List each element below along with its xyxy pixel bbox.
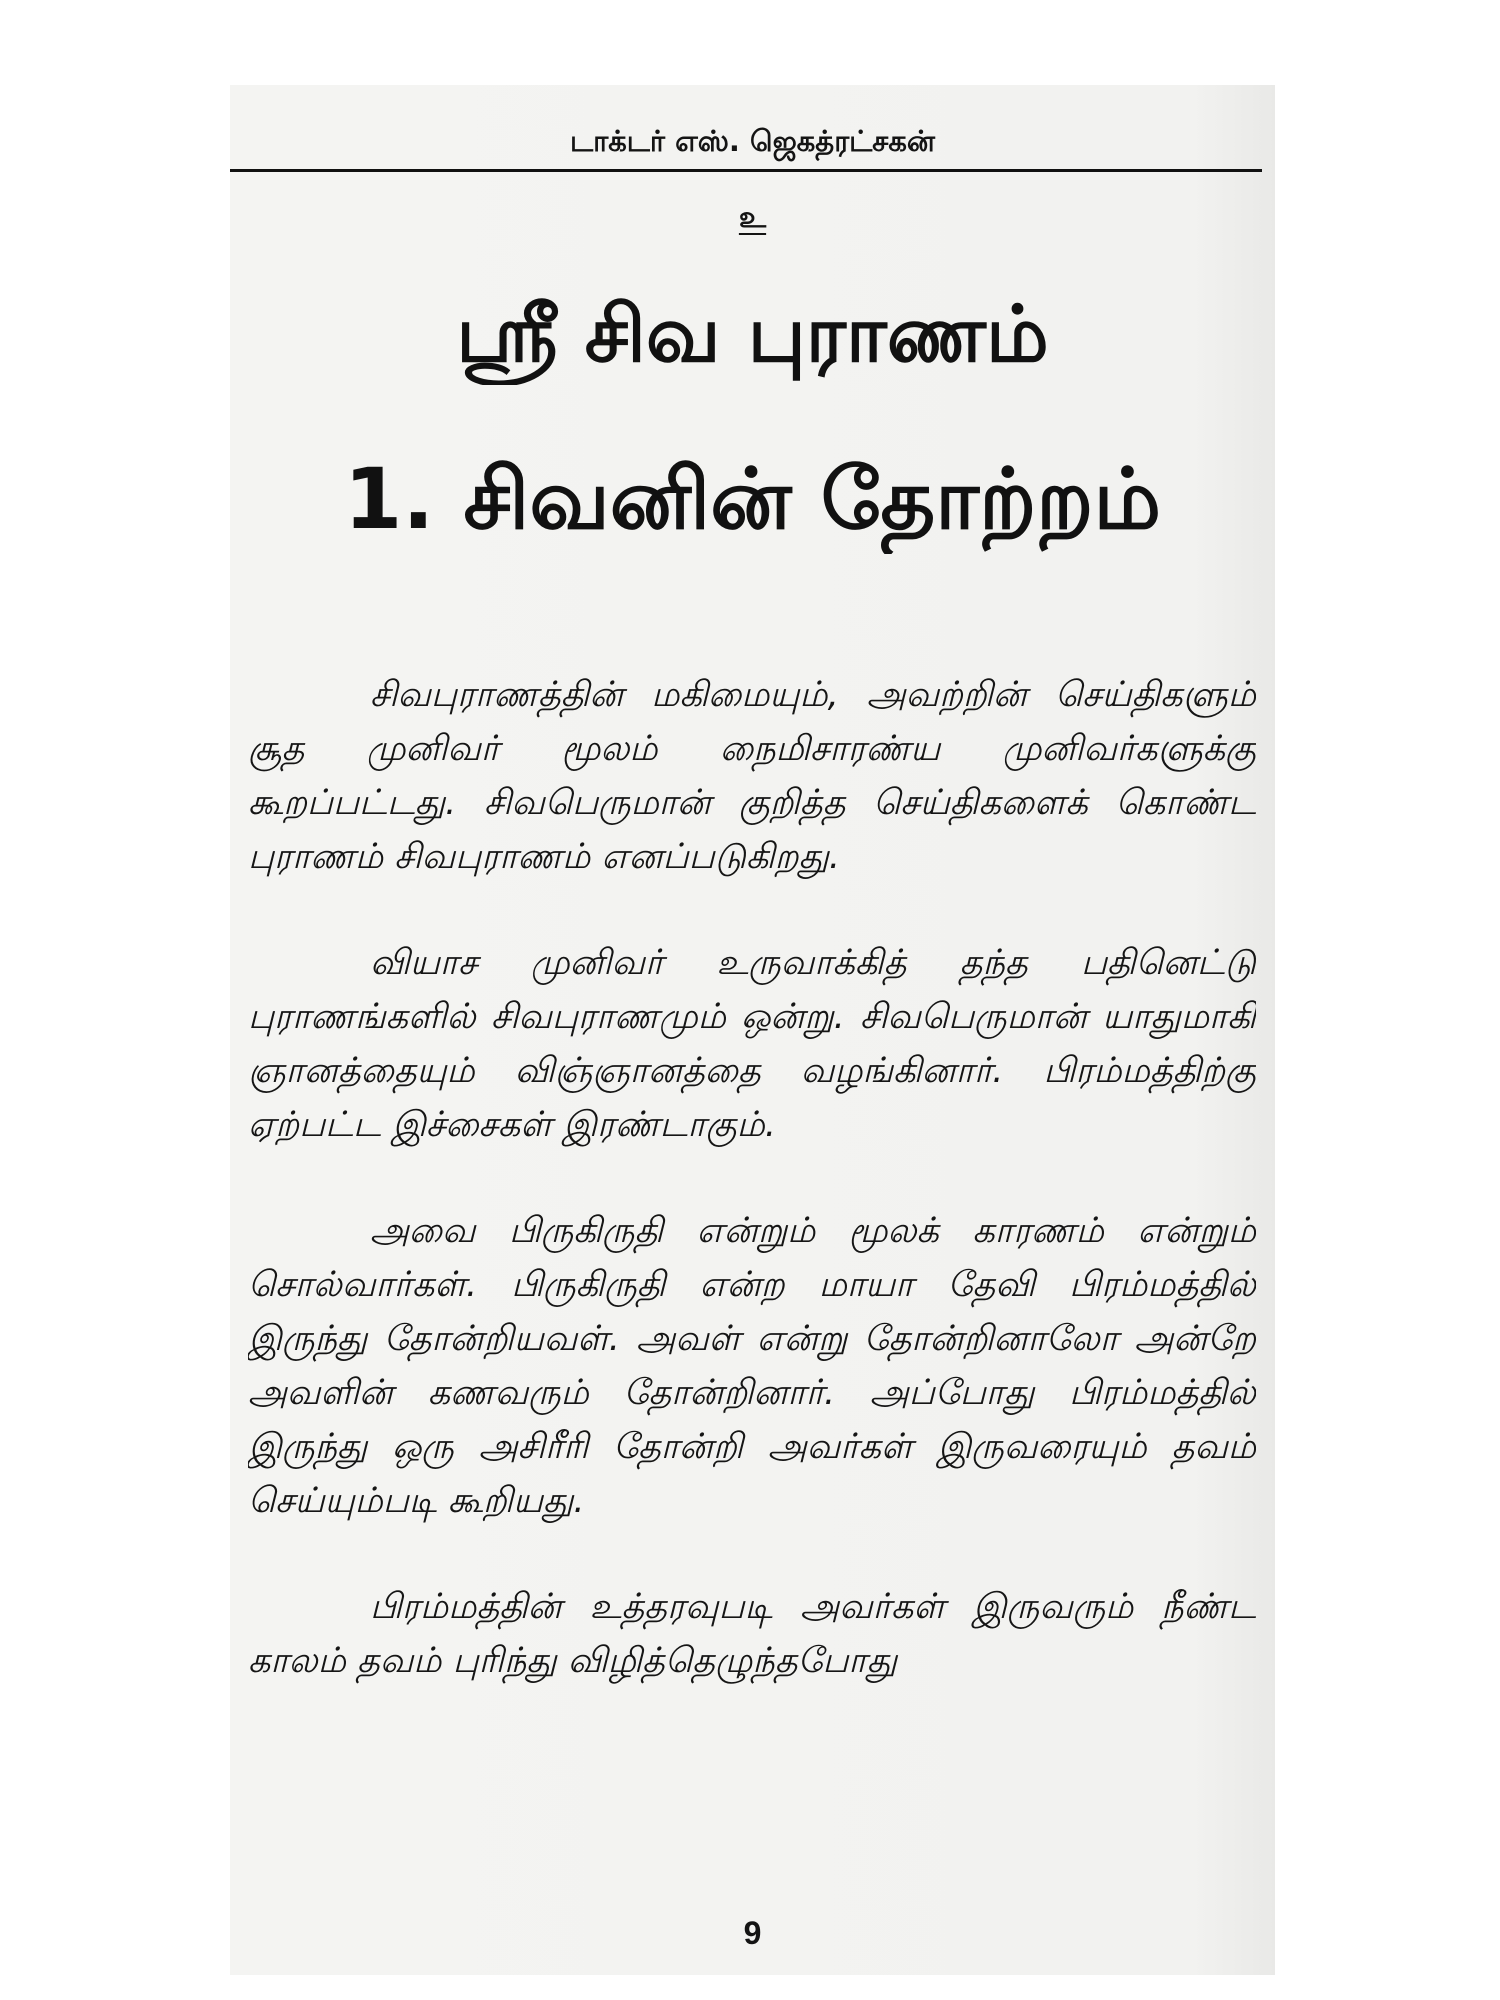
header-rule (230, 169, 1262, 172)
body-text (248, 668, 1256, 1883)
paragraph-1: சிவபுராணத்தின் மகிமையும், அவற்றின் செய்திகளும் சூத முனிவர் மூலம் நைமிசாரண்ய முனிவர்களுக்கு கூறப்பட்டது. சிவபெருமான் குறித்த செய்திகளைக் கொண்ட புராணம் சிவபுராணம் எனப்படுகிறது. (248, 675, 1256, 877)
page-number: 9 (743, 1915, 762, 1951)
book-title: ஸ்ரீ சிவ புராணம் (456, 290, 1049, 380)
paragraph-3: அவை பிருகிருதி என்றும் மூலக் காரணம் என்றும் சொல்வார்கள். பிருகிருதி என்ற மாயா தேவி பிரம்மத்தில் இருந்து தோன்றியவள். அவள் என்று தோன்றினாலோ அன்றே அவளின் கணவரும் தோன்றினார். அப்போது பிரம்மத்தில் இருந்து ஒரு அசிரீரி தோன்றி அவர்கள் இருவரையும் தவம் செய்யும்படி கூறியது. (248, 1211, 1256, 1521)
paragraph-2: வியாச முனிவர் உருவாக்கித் தந்த பதினெட்டு புராணங்களில் சிவபுராணமும் ஒன்று. சிவபெருமான் யாதுமாகி ஞானத்தையும் விஞ்ஞானத்தை வழங்கினார். பிரம்மத்திற்கு ஏற்பட்ட இச்சைகள் இரண்டாகும். (248, 943, 1256, 1145)
invocation-symbol: உ (738, 200, 767, 235)
paragraph-4: பிரம்மத்தின் உத்தரவுபடி அவர்கள் இருவரும் நீண்ட காலம் தவம் புரிந்து விழித்தெழுந்தபோது (248, 1587, 1256, 1681)
chapter-title: 1. சிவனின் தோற்றம் (343, 450, 1162, 548)
running-head: டாக்டர் எஸ். ஜெகத்ரட்சகன் (570, 124, 935, 158)
